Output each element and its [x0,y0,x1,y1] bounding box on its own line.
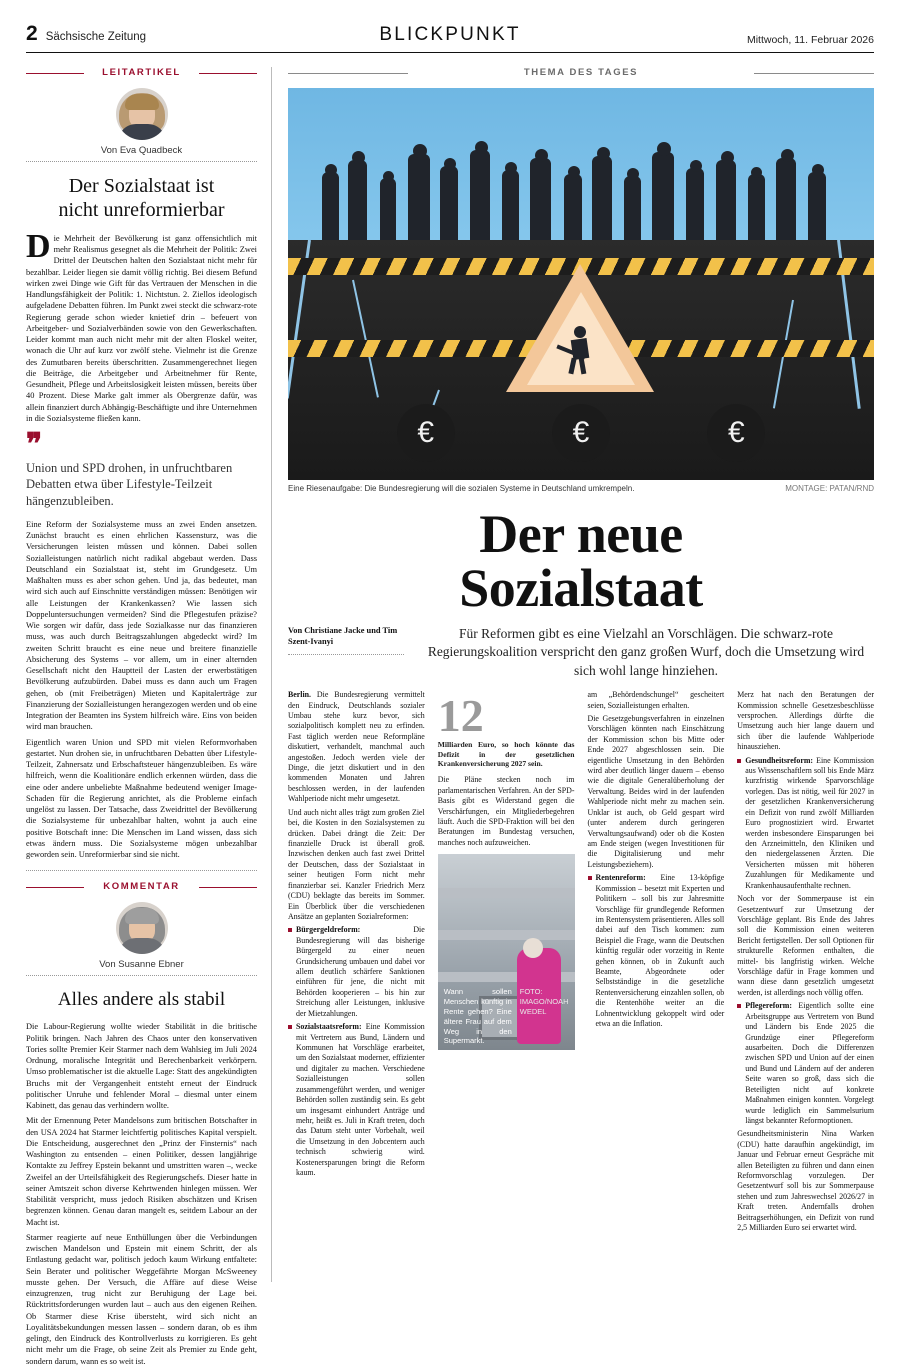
list-item [288,925,425,1019]
bullet-text: Eine Kommission aus Wissenschaftlern soll bis Ende März kurzfristig wirkende Sparvorschläge vorlegen. Das ist nötig, weil für 2027 in der gesetzlichen Krankenversicherung ein Defizit von rund zwölf Milliarden Euro prognostiziert wird. Erwartet werden insbesondere Einsparungen bei den Arzneimitteln, den Kliniken und den niedergelassenen Ärzten. Die Versicherten müssen mit höheren Zuzahlungen für Medikamente und Krankenhausaufenthalte rechnen. [745,755,874,890]
paragraph: Merz hat nach den Beratungen der Kommission schnelle Gesetzesbeschlüsse versprochen. Allerdings dürfte die Umsetzung auch hier lange dauern und sich über die laufende Wahlperiode hinausziehen. [737,690,874,752]
authors-text: Von Christiane Jacke und Tim Szent-Ivanyi [288,626,398,647]
paragraph: Eine Reform der Sozialsysteme muss an zwei Enden ansetzen. Zunächst braucht es einen ehrlichen Kassensturz, was die Versicherungen leisten müssen und können. Dabei sollen Sozialleistungen natürlich nicht radikal abgebaut werden. Dass Deutschland ein Sozialstaat ist, steht im Grundgesetz. Um Maßhalten muss es aber schon gehen. Und ja, das bedeutet, man wird sich auch auf Einschnitte verständigen müssen: Benötigen wir alle Leistungen der Krankenkassen? Wie lassen sich Doppeluntersuchungen vermeiden? Sind die Pflegestufen präzise? Wie sorgen wir dafür, dass jede Sozialkasse nur das finanzieren muss, was auch durch Beitragszahlungen abgedeckt wird? Im zweiten Schritt braucht es eine neue und breitere finanzielle Absicherung des Systems – vor allem, um in einer alternden Gesellschaft nicht den Hauptteil der Lasten der erwerbstätigen Bevölkerung aufzubürden. Dabei muss es dann auch um Fragen gehen, ob (mit Freibeträgen) Mieten und Kapitalerträge zur Finanzierung der Sozialleistungen herangezogen werden und ob eine Integration der Beamten ins System hilfreich wäre. Eins von beiden wird man brauchen. [26,519,257,732]
paragraph: Starmer reagierte auf neue Enthüllungen über die Verbindungen zwischen Mandelson und Epstein mit einem Schritt, der als Entlastung gedacht war, politisch jedoch kaum Wirkung entfaltete: Sein Berater und politischer Weggefährte Morgan McSweeney musste gehen. Der Versuch, die Affäre auf diese Weise einzugrenzen, trug nicht zur Beruhigung der Lage bei. Rücktrittsforderungen wurden laut – auch aus den eigenen Reihen. Ob Starmer diese Krise übersteht, wird sich nicht an Loyalitätsbekundungen messen lassen – sondern daran, ob es ihm gelingt, den Eindruck des Kontrollverlusts zu korrigieren. Es geht nicht mehr um die Frage, ob seine Zeit als Premier zu Ende geht, sondern darum, wann es so weit ist. [26,1232,257,1366]
bullet-title: Sozialstaatsreform: [296,1022,362,1032]
author-block-2 [26,902,257,976]
issue-date: Mittwoch, 11. Februar 2026 [746,34,874,46]
headline-line-1: Der Sozialstaat ist [68,175,215,197]
paragraph: Eigentlich waren Union und SPD mit vielen Reformvorhaben gestartet. Nun drohen sie, in unfruchtbaren Debatten über Lifestyle-Teilzeit, Zahnersatz und Erbschaftsteuer hängenzubleiben. Es wäre hilfreich, wenn die Koalitionäre endlich erkennen würden, dass die eine oder andere unbeliebte Maßnahme bedeutend weniger Image-Schaden für die Regierung anrichtet, als die Probleme einfach ungelöst zu lassen. Der Tatsache, dass Zweidrittel der Bevölkerung die Sozialsysteme für unbezahlbar halten, wohnt ja auch eine positive Botschaft inne: Die Menschen im Land wissen, dass sich etwas ändern muss. Die Sozialsysteme mögen unbezahlbar geworden sein. Unreformierbar sind sie nicht. [26,737,257,860]
bullet-text: Eine 13-köpfige Kommission – besetzt mit Experten und Politikern – soll bis zur Jahresmitte Vorschläge für grundlegende Reformen im Rentensystem präsentieren. Alles soll dabei auf den Tisch kommen: zum Beispiel die Frage, wann die Deutschen künftig regulär oder vorzeitig in Rente gehen können, ob in Zukunft auch Beamte, Abgeordnete oder Selbstständige in die gesetzliche Rentenversicherung einzahlen sollen, ob die Rentenhöhe weiter an die Lohnentwicklung gekoppelt wird oder etwa an die Inflation. [595,873,725,1029]
big-number: 12 [437,690,484,742]
bullet-text: Die Bundesregierung will das bisherige Bürgergeld zu einer neuen Grundsicherung umbauen und dabei vor allem deutlich schärfere Sanktionen einführen für jene, die nicht mit Behörden kooperieren – bis hin zur Streichung aller Leistungen, inklusive der Mietzahlungen. [296,925,425,1018]
page-number: 2 [26,22,38,45]
dateline: Berlin. [288,690,312,700]
caption-text: Wann sollen Menschen künftig in Rente gehen? Eine ältere Frau auf dem Weg in den Supermarkt. [443,986,512,1046]
byline-2: Von Susanne Ebner [26,959,257,976]
list-item [737,1001,874,1126]
lead-row [288,625,874,680]
paragraph: Die Pläne stecken noch im parlamentarischen Verfahren. An der SPD-Basis gibt es Widerstand gegen die Verschärfungen, ein Mitgliederbegehren läuft. Auch die SPD-Fraktion will bei den Beratungen im Bundestag versuchen, manches noch aufzuweichen. [437,775,575,847]
leitartikel-body [26,227,257,424]
leitartikel-body-2 [26,519,257,861]
story-column-1 [288,690,425,1237]
euro-coins [288,404,874,462]
paper-name: Sächsische Zeitung [45,31,147,43]
supermarket-photo [438,854,575,1050]
pull-quote [26,428,257,509]
main-story [272,67,874,1282]
divider [26,870,257,871]
masthead-left [26,22,146,46]
byline-1: Von Eva Quadbeck [26,145,257,162]
main-authors [288,625,404,680]
euro-icon: € [707,404,765,462]
main-headline-line-2: Sozialstaat [459,558,703,618]
main-headline [288,504,874,618]
paragraph: Und auch nicht alles trägt zum großen Ziel bei, die Kosten in den Sozialsystemen zu drücken. Dabei drängt die Zeit: Der finanzielle Druck ist überall groß. Inzwischen denken auch fast zwei Drittel der Deutschen, dass der Sozialstaat in seiner heutigen Form nicht mehr finanzierbar sei. Kanzler Friedrich Merz (CDU) beklagte das bereits im Sommer. Ein Überblick über die verschiedenen Ansätze an geplanten Sozialreformen: [288,807,425,921]
main-photo-caption [288,484,874,493]
photo2-caption [444,987,569,1046]
story-column-4 [737,690,874,1237]
euro-icon: € [552,404,610,462]
story-column-3 [588,690,725,1237]
opinion-column [26,67,272,1366]
story-column-2 [438,690,575,1237]
big-number-caption: Milliarden Euro, so hoch könnte das Defizit in der gesetzlichen Krankenversicherung 2027 sein. [437,739,575,769]
bullet-title: Pflegereform: [745,1001,792,1011]
paragraph: Die Mehrheit der Bevölkerung ist ganz offensichtlich mit mehr Realismus gesegnet als die Mehrheit der Politik: Zwei Drittel der Deutschen halten den Sozialstaat nicht mehr für bezahlbar. Leider liegen sie damit völlig richtig. Bei diesem Befund wirken zwei Dinge wie Gift für das Vertrauen der Menschen in die Handlungsfähigkeit der Politik: 1. Nichtstun. 2. Ziellos ideologisch aufgeladene Debatten führen. Im Punkt zwei steckt die schwarz-rote Regierung gerade schon wieder knietief drin – befeuert von Arbeitgeber- und Sozialverbänden sowie von den Gewerkschaften. Leider kommt man auch nicht mehr mit der alten Floskel weiter, wonach die Uhr auf kurz vor zwölf stehe. Vielmehr ist die Grenze des Zumutbaren bereits überschritten. Zusammengerechnet liegen die Beiträge, die Arbeitgeber und Arbeitnehmer für Rente, Gesundheit, Pflege und Arbeitslosigkeit leisten müssen, bereits über 40 Prozent. Diese Marke galt immer als Obergrenze dafür, was allein finanziert durch Abhängig-Beschäftigte und ihre Unternehmen in die Sozialsysteme fließen kann. [26,227,257,423]
photo-credit: MONTAGE: PATAN/RND [785,484,874,493]
euro-icon: € [397,404,455,462]
kommentar-body [26,1021,257,1367]
story-columns [288,690,874,1237]
bullet-title: Rentenreform: [595,873,646,883]
bullet-title: Bürgergeldreform: [296,925,361,935]
kicker-leitartikel: LEITARTIKEL [26,67,257,78]
divider [288,654,404,655]
construction-sign-icon [506,264,656,396]
avatar [116,902,168,954]
main-illustration [288,88,874,480]
list-item [737,756,874,891]
paragraph: Die Gesetzgebungsverfahren in einzelnen Vorschlägen könnten nach Einschätzung der Kommission schon bis Mitte oder Ende 2027 abgeschlossen sein. Die eigentliche Umsetzung in den Behörden wird aber deutlich länger dauern – ebenso wie die digitale Generalüberholung der Verwaltung. Beides wird in der laufenden Wahlperiode nicht mehr zu machen sein. Unklar ist auch, ob Geld gespart wird (unter anderem durch geringeren Verwaltungsaufwand) oder ob die Kosten am Ende steigen (wegen Investitionen für die Digitalisierung und mehr Leistungsbeziehern). [587,713,725,869]
masthead [26,22,874,53]
avatar [116,88,168,140]
headline-leitartikel [26,174,257,223]
author-block-1 [26,88,257,162]
paragraph [288,690,425,805]
caption-text: Eine Riesenaufgabe: Die Bundesregierung will die sozialen Systeme in Deutschland umkrempeln. [288,484,635,493]
main-headline-line-1: Der neue [479,504,683,564]
paragraph-text: Die Bundesregierung vermittelt den Eindruck, Deutschlands sozialer Umbau stehe kurz bevor, sich sozialpolitisch komplett neu zu erfinden. Fast täglich werden neue Reformpläne diskutiert, verhandelt, manchmal auch angestoßen. Jedoch werden viele der Dinge, die jetzt diskutiert und in den kommenden Monaten und Jahren beschlossen werden, in der laufenden Wahlperiode nicht mehr umgesetzt. [288,690,425,804]
paragraph: Die Labour-Regierung wollte wieder Stabilität in die britische Politik bringen. Nach Jahren des Chaos unter den konservativen Tories sollte Premier Keir Starmer nach dem Wahlsieg im Juli 2024 Ordnung, moralische Integrität und Berechenbarkeit verkörpern. Umso problematischer ist die aktuelle Lage: Statt des angekündigten Bruchs mit der Vergangenheit entsteht erneut der Eindruck politischer Unruhe und fehlender Moral – diesmal unter einem Kabinett, das genau das verhindern wollte. [26,1022,257,1111]
headline-kommentar: Alles andere als stabil [57,989,226,1011]
paragraph: am „Behördendschungel“ gescheitert seien, Sozialleistungen erhalten. [587,690,725,710]
bullet-text: Eine Kommission mit Vertretern aus Bund, Ländern und Kommunen hat Vorschläge erarbeitet, um den Sozialstaat moderner, effizienter und digitaler zu machen. Verschiedene Sozialleistungen sollen zusammengeführt werden, und weniger Behörden sollen zuständig sein. Es gebt um insgesamt einhundert Anträge und mehr, heißt es. Juli in Kraft treten, doch das Datum steht unter Vorbehalt, weil die Umsetzung in den Jobcentern auch technisch schwierig wird. Kostenersparungen bringt die Reform kaum. [296,1022,425,1178]
quote-mark-icon: ❞ [26,428,43,462]
pull-quote-text: Union und SPD drohen, in unfruchtbaren Debatten etwa über Lifestyle-Teilzeit hängenzubleiben. [26,461,233,508]
bullet-text: Eigentlich sollte eine Arbeitsgruppe aus Vertretern von Bund und Ländern bis Ende 2025 die Grundzüge einer Pflegereform ausarbeiten. Doch die Differenzen zwischen SPD und Union auf der einen und Bund und Ländern auf der anderen Seite waren so groß, dass sich die Beteiligten nicht auf konkrete Maßnahmen einigen konnten. Vorgelegt wurde lediglich ein Sammelsurium längst bekannter Reformoptionen. [745,1001,874,1125]
page-body [26,67,874,1366]
bullet-title: Gesundheitsreform: [745,755,814,765]
paragraph: Noch vor der Sommerpause ist ein Gesetzentwurf zur Umsetzung der Vorschläge geplant. Bis Ende des Jahres soll die Kommission einen weiteren Bericht fertigstellen. Der soll Optionen für strukturelle Reformen enthalten, die mittel- bis langfristig wirken. Welche Vorschläge dafür in Frage kommen und wann diese dann gesetzlich umgesetzt werden, ist allerdings noch völlig offen. [737,894,874,997]
paragraph: Gesundheitsministerin Nina Warken (CDU) hatte daraufhin angekündigt, im Januar und Februar erneut Gespräche mit allen Beteiligten zu führen und dann einen Reformvorschlag vorzulegen. Der Gesetzentwurf soll bis zur Sommerpause stehen und zum Jahreswechsel 2026/27 in Kraft treten. Andernfalls drohen Beitragserhöhungen, ein Defizit von rund 2,5 Milliarden Euro sei erwartet wird. [737,1129,874,1233]
photo-credit: FOTO: IMAGO/NOAH WEDEL [519,986,569,1016]
main-lead: Für Reformen gibt es eine Vielzahl an Vorschlägen. Die schwarz-rote Regierungskoalition verspricht den ganz großen Wurf, doch die Umsetzung wird sich wohl lange hinziehen. [427,626,865,678]
list-item [588,873,725,1029]
kicker-kommentar: KOMMENTAR [26,881,257,892]
section-title: BLICKPUNKT [379,24,521,45]
person-head [523,938,543,958]
illustration-crowd [288,126,874,246]
paragraph: Mit der Ernennung Peter Mandelsons zum britischen Botschafter in den USA 2024 hat Starmer leichtfertig politisches Kapital verspielt. Die Entscheidung, ausgerechnet den „Prinz der Finsternis“ nach Washington zu entsenden – einen Politiker, dessen langjährige Kontakte zu Jeffrey Epstein bekannt und umstritten waren –, wecke Zweifel an der Urteilsfähigkeit des Regierungschefs. Dieser hatte in seiner Amtszeit schon diverse Kehrtwenden hinlegen müssen. Wer Stabilität verspricht, muss jedoch Risiken abschätzen und Krisen begrenzen können. Genau daran mangelt es, seitdem Labour an der Macht ist. [26,1116,257,1227]
list-item [288,1022,425,1178]
kicker-thema-des-tages: THEMA DES TAGES [288,67,874,78]
headline-line-2: nicht unreformierbar [58,199,225,222]
